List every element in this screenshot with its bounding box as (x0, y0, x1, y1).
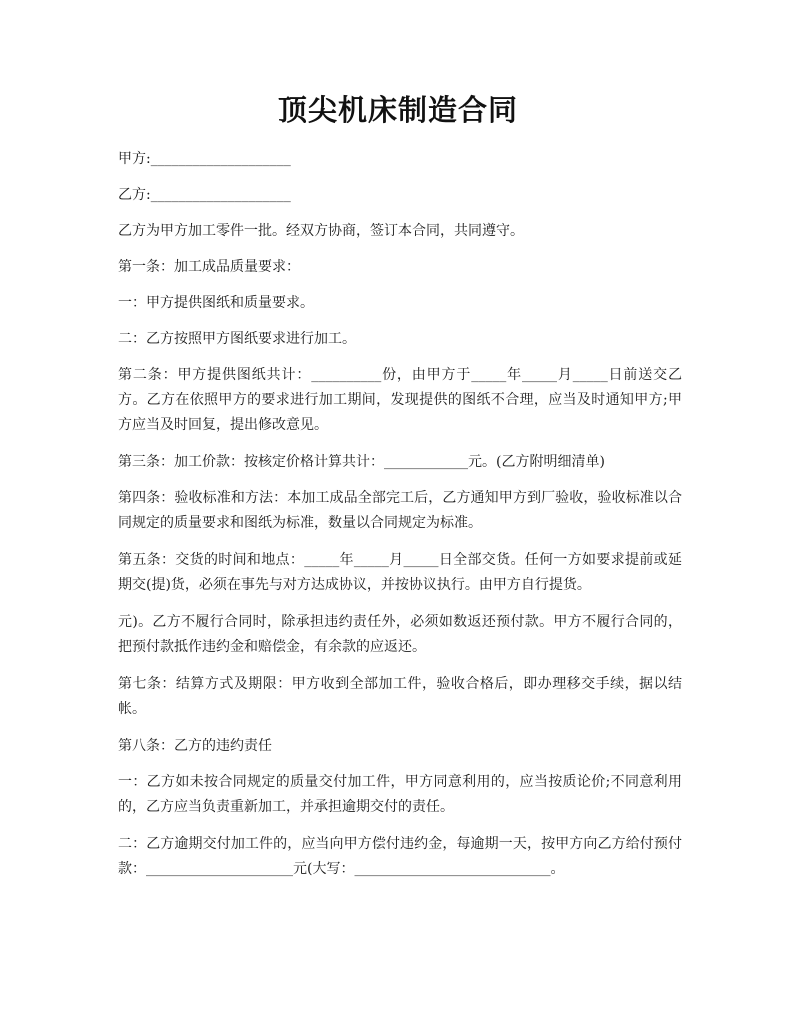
party-a-line: 甲方:____________________ (118, 151, 291, 167)
article-7-paragraph: 第七条：结算方式及期限：甲方收到全部加工件，验收合格后，即办理移交手续，据以结帐。 (118, 676, 682, 717)
article-1-heading: 第一条：加工成品质量要求： (118, 259, 300, 275)
article-8-item-2: 二：乙方逾期交付加工件的，应当向甲方偿付违约金，每逾期一天，按甲方向乙方给付预付款：_____________________元(大写：____________________________。 (118, 836, 682, 877)
article-3-paragraph: 第三条：加工价款：按核定价格计算共计：____________元。(乙方附明细清单) (118, 454, 605, 470)
party-b-line: 乙方:____________________ (118, 187, 291, 203)
article-1-item-2: 二：乙方按照甲方图纸要求进行加工。 (118, 331, 356, 347)
article-8-heading: 第八条：乙方的违约责任 (118, 738, 272, 754)
article-5-paragraph: 第五条：交货的时间和地点：_____年_____月_____日全部交货。任何一方如要求提前或延期交(提)货，必须在事先与对方达成协议，并按协议执行。由甲方自行提货。 (118, 552, 682, 593)
article-2-paragraph: 第二条：甲方提供图纸共计：__________份，由甲方于_____年_____月_____日前送交乙方。乙方在依照甲方的要求进行加工期间，发现提供的图纸不合理，应当及时通知甲方;甲方应当及时回复，提出修改意见。 (118, 367, 682, 433)
article-8-item-1: 一：乙方如未按合同规定的质量交付加工件，甲方同意利用的，应当按质论价;不同意利用的，乙方应当负责重新加工，并承担逾期交付的责任。 (118, 774, 682, 815)
document-title: 顶尖机床制造合同 (277, 93, 518, 127)
article-1-item-1: 一：甲方提供图纸和质量要求。 (118, 295, 314, 311)
article-4-paragraph: 第四条：验收标准和方法：本加工成品全部完工后，乙方通知甲方到厂验收，验收标准以合同规定的质量要求和图纸为标准，数量以合同规定为标准。 (118, 490, 682, 531)
document-body (118, 147, 682, 894)
article-6-fragment: 元)。乙方不履行合同时，除承担违约责任外，必须如数返还预付款。甲方不履行合同的，把预付款抵作违约金和赔偿金，有余款的应返还。 (118, 614, 682, 655)
intro-paragraph: 乙方为甲方加工零件一批。经双方协商，签订本合同，共同遵守。 (118, 223, 524, 239)
